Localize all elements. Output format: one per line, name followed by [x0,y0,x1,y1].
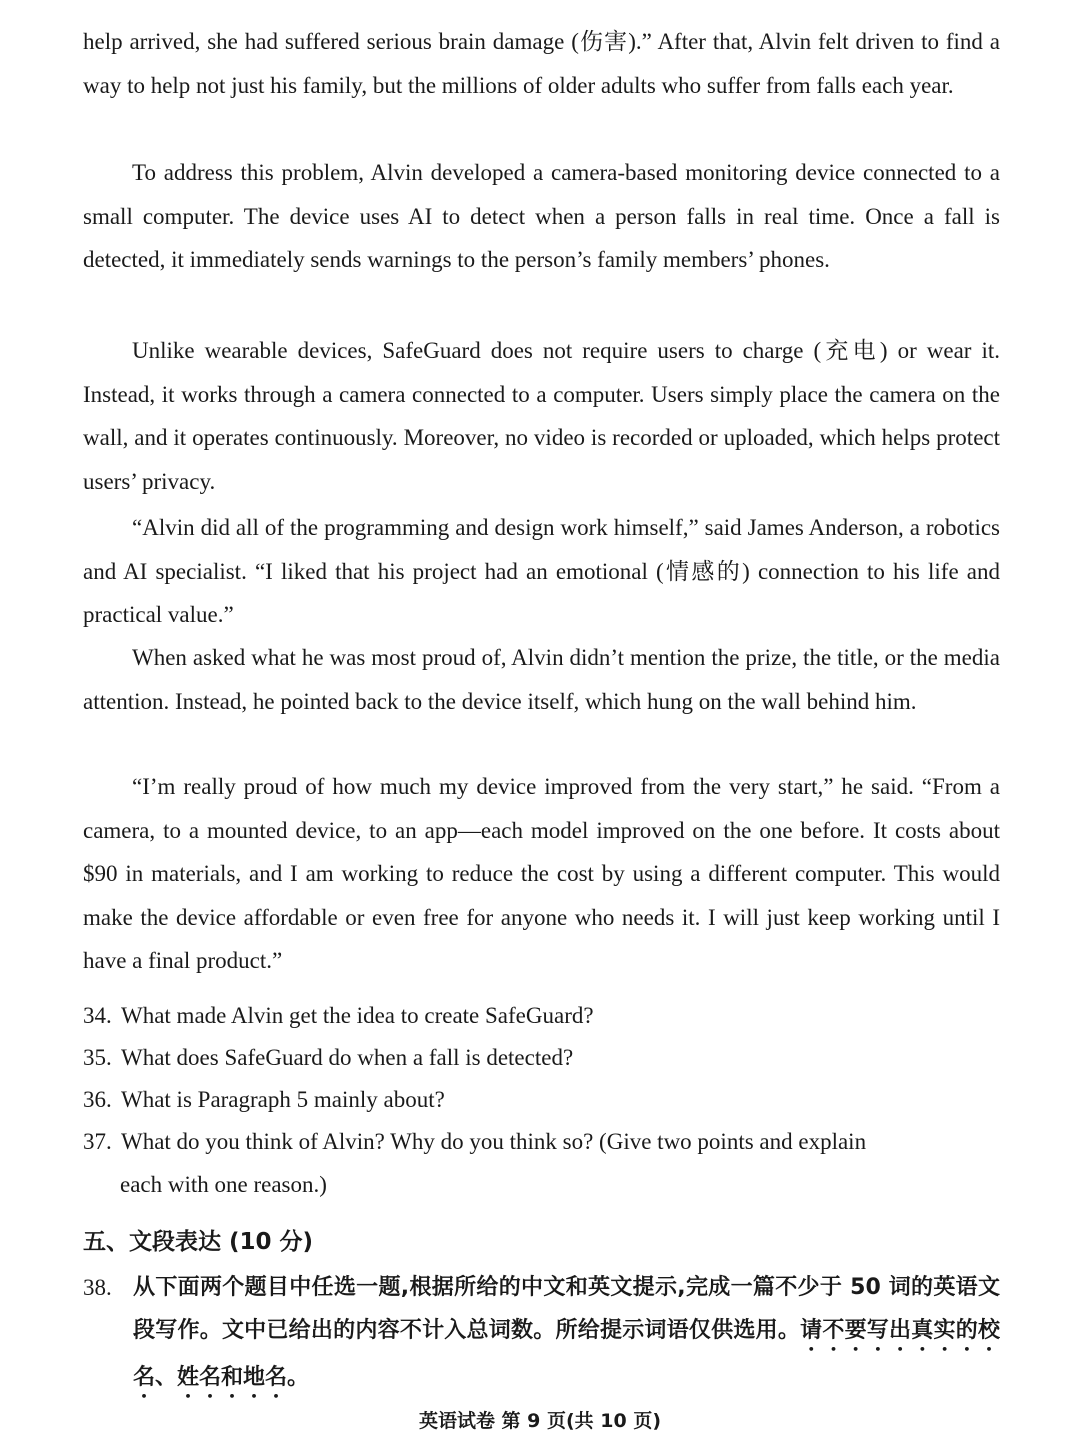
passage-paragraph-5: When asked what he was most proud of, Alvin didn’t mention the prize, the title, or the media attention. Instead, he pointed back to the device itself, which hung on the wall behind him. [83,645,1000,714]
question-number: 34. [83,1003,112,1028]
passage-paragraph-2: To address this problem, Alvin developed a camera-based monitoring device connected to a small computer. The device uses AI to detect when a person falls in real time. Once a fall is detected, it immediately sends warnings to the person’s family members’ phones. [83,160,1000,273]
question-34 [83,994,1000,1037]
question-text-continued: each with one reason.) [120,1172,327,1197]
task-text: 从下面两个题目中任选一题,根据所给的中文和英文提示,完成一篇不少于 50 词的英语文段写作。文中已给出的内容不计入总词数。所给提示词语仅供选用。 [133,1275,1000,1343]
writing-task-38 [83,1266,1000,1403]
question-35 [83,1036,1000,1079]
question-text: What do you think of Alvin? Why do you think so? (Give two points and explain [121,1129,867,1154]
passage-paragraph-1: help arrived, she had suffered serious brain damage (伤害).” After that, Alvin felt driven to find a way to help not just his family, but the millions of older adults who suffer from falls each year. [83,29,1000,98]
task-instructions [133,1266,1000,1403]
passage-paragraph-3: Unlike wearable devices, SafeGuard does not require users to charge (充电) or wear it. Instead, it works through a camera connected to a computer. Users simply place the camera on the wall, and it operates continuously. Moreover, no video is recorded or uploaded, which helps protect users’ privacy. [83,338,1000,494]
passage-paragraph-6: “I’m really proud of how much my device improved from the very start,” he said. “From a camera, to a mounted device, to an app—each model improved on the one before. It costs about $90 in materials, and I am working to reduce the cost by using a different computer. This would make the device affordable or even free for anyone who needs it. I will just keep working until I have a final product.” [83,774,1000,974]
question-36 [83,1078,1000,1121]
question-text: What made Alvin get the idea to create SafeGuard? [121,1003,594,1028]
question-number: 36. [83,1087,112,1112]
page-footer: 英语试卷 第 9 页(共 10 页) [418,1410,662,1432]
task-emphasis: 请不要写出真实的校名、姓名和地名。 [133,1318,1000,1390]
question-text: What is Paragraph 5 mainly about? [121,1087,445,1112]
task-number: 38. [83,1275,112,1300]
question-text: What does SafeGuard do when a fall is detected? [121,1045,574,1070]
question-37 [83,1120,1000,1206]
question-number: 37. [83,1129,112,1154]
passage-paragraph-4: “Alvin did all of the programming and design work himself,” said James Anderson, a robotics and AI specialist. “I liked that his project had an emotional (情感的) connection to his life and practical value.” [83,515,1000,628]
question-number: 35. [83,1045,112,1070]
section-heading: 五、文段表达 (10 分) [83,1229,314,1255]
